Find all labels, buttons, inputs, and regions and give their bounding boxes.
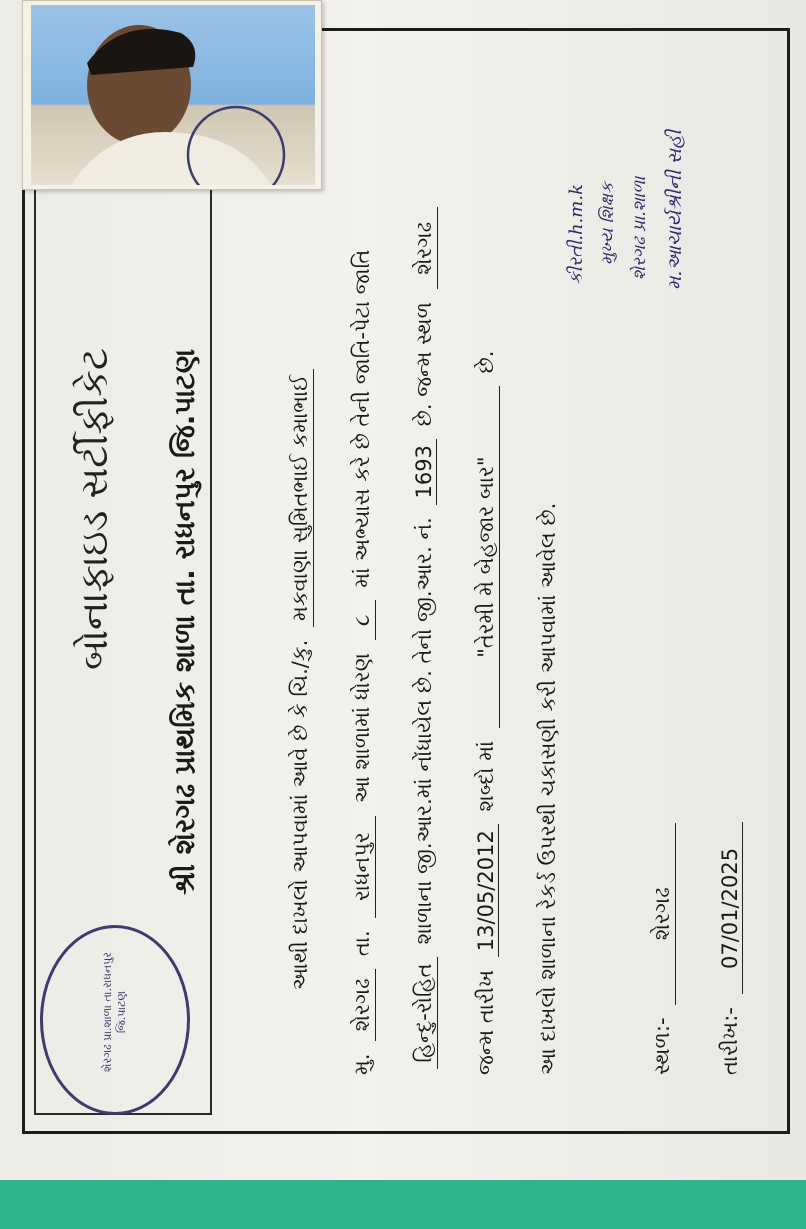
school-name-line: શ્રી શેરગઢ પ્રાથમિક શાળા તા. રાધનપુર જિ.પાટણ: [168, 348, 201, 895]
date-field: 07/01/2025: [718, 822, 743, 994]
gr-text: શાળાના જી.આર.માં નોંધાયેલ છે. તેનો જી.આર. નં.: [412, 517, 436, 945]
student-name-field: મકવાણા સુમિતભાઈ કમાભાઈ: [288, 369, 314, 627]
study-text-2: માં અભ્યાસ કરે છે તેની જાતિ-પેટા જાતિ: [350, 249, 374, 588]
place-field: શેરગઢ: [650, 823, 676, 1005]
dob-prefix: જન્મ તારીખ: [474, 969, 498, 1075]
dob-words-field: "તેરમી મે બેહજાર બાર": [474, 386, 500, 728]
taluka-prefix: તા.: [350, 930, 374, 957]
place-line: [650, 817, 676, 1075]
dob-line: [474, 351, 500, 1075]
dob-field: 13/05/2012: [474, 824, 499, 957]
village-line: [350, 250, 376, 1075]
signature-designation: મુખ્ય શિક્ષક: [598, 182, 618, 265]
study-text-1: આ શાળામાં ધોરણ: [350, 653, 374, 803]
taluka-field: રાધનપુર: [350, 816, 376, 918]
dob-words-prefix: શબ્દો માં: [474, 740, 498, 812]
signature-handwritten: કીરતી.h.m.k: [566, 184, 587, 285]
village-field: શેરગઢ: [350, 969, 376, 1041]
certificate-title: બોનાફાઇડ સર્ટીફીકેટ: [72, 347, 116, 670]
intro-line: [288, 363, 314, 990]
place-label: સ્થળ:-: [650, 1017, 674, 1075]
birthplace-field: શેરગઢ: [412, 207, 438, 289]
date-line: [718, 816, 743, 1075]
standard-field: ૮: [350, 600, 376, 640]
verification-line: આ દાખલો શાળાના રેકર્ડ ઉપરથી ચકાસણી કરી આપવામાં આવેલ છે.: [536, 502, 560, 1075]
caste-field: હિન્દુ-રોહિત: [412, 957, 438, 1069]
gr-number-field: 1693: [412, 439, 437, 504]
signature-school: શેરગઢ પ્રા.શાળા: [630, 176, 650, 280]
intro-text: આથી દાખલો આપવામાં આવે છે કે ચિ./કુ.: [288, 639, 312, 990]
caste-line: [412, 201, 438, 1075]
dob-words-suffix: છે.: [474, 350, 498, 374]
date-label: તારીખ:-: [718, 1007, 742, 1075]
birthplace-text: છે. જન્મ સ્થળ: [412, 302, 436, 427]
stamp-text: શેરગઢ પ્રા.શાળા તા.રાધનપુર જિ.પાટણ: [101, 952, 128, 1072]
signature-footer: મ.આચાર્યશ્રીની સહી: [664, 130, 686, 290]
village-prefix: મુ.: [350, 1053, 374, 1075]
